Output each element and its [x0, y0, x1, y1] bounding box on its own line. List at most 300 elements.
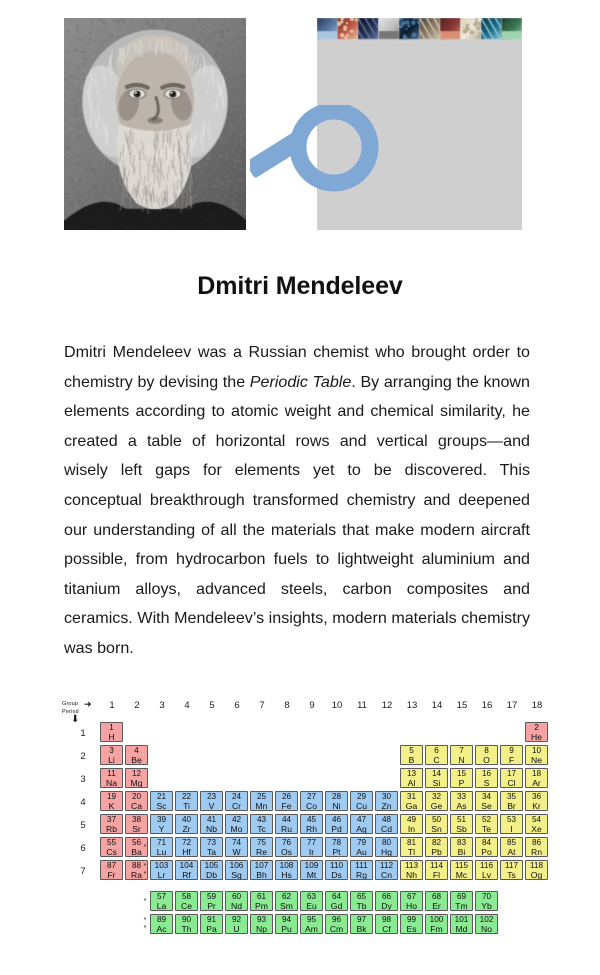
element-cell-Bi[interactable] [450, 837, 473, 857]
element-cell-Hf[interactable] [175, 837, 198, 857]
element-cell-Pr[interactable] [200, 891, 223, 911]
element-symbol: Am [305, 923, 318, 934]
atomic-number: 81 [406, 838, 417, 848]
atomic-number: 11 [107, 769, 116, 779]
element-symbol: Ho [406, 900, 417, 911]
element-cell-Np[interactable] [250, 914, 273, 934]
period-number-3: 3 [80, 774, 86, 785]
atomic-number: 58 [181, 892, 192, 902]
atomic-number: 63 [306, 892, 317, 902]
element-symbol: Ds [331, 869, 342, 880]
atomic-number: 36 [531, 792, 542, 802]
element-cell-Lr[interactable] [150, 860, 173, 880]
element-cell-Ag[interactable] [350, 814, 373, 834]
atomic-number: 74 [231, 838, 242, 848]
periodic-table [62, 700, 562, 968]
element-cell-Be[interactable] [125, 745, 148, 765]
element-symbol: Rf [182, 869, 191, 880]
atomic-number: 64 [331, 892, 342, 902]
element-cell-Th[interactable] [175, 914, 198, 934]
atomic-number: 87 [106, 861, 117, 871]
element-symbol: Yb [481, 900, 492, 911]
atomic-number: 82 [431, 838, 442, 848]
element-cell-Os[interactable] [275, 837, 298, 857]
element-cell-Ta[interactable] [200, 837, 223, 857]
element-symbol: U [233, 923, 240, 934]
element-cell-Pa[interactable] [200, 914, 223, 934]
atomic-number: 28 [331, 792, 342, 802]
element-cell-Cm[interactable] [325, 914, 348, 934]
element-symbol: B [408, 754, 415, 765]
element-symbol: Cr [231, 800, 242, 811]
element-symbol: Y [158, 823, 165, 834]
element-symbol: Ra [131, 869, 142, 880]
element-cell-He[interactable] [525, 722, 548, 742]
element-symbol: Cs [106, 846, 117, 857]
element-symbol: Re [256, 846, 267, 857]
atomic-number: 56 [131, 838, 142, 848]
atomic-number: 94 [281, 915, 292, 925]
atomic-number: 99 [406, 915, 417, 925]
element-symbol: Mn [255, 800, 268, 811]
group-number-18: 18 [531, 700, 543, 711]
atomic-number: 25 [256, 792, 267, 802]
element-cell-Xe[interactable] [525, 814, 548, 834]
element-symbol: Fr [107, 869, 116, 880]
element-cell-Tc[interactable] [250, 814, 273, 834]
atomic-number: 22 [181, 792, 192, 802]
element-symbol: Tm [455, 900, 468, 911]
period-number-6: 6 [80, 843, 86, 854]
atomic-number: 80 [381, 838, 392, 848]
atomic-number: 95 [306, 915, 317, 925]
element-symbol: Po [481, 846, 492, 857]
element-symbol: Ba [131, 846, 142, 857]
atomic-number: 31 [406, 792, 417, 802]
atomic-number: 16 [481, 769, 492, 779]
atomic-number: 57 [156, 892, 167, 902]
element-cell-K[interactable] [100, 791, 123, 811]
element-symbol: Al [407, 777, 416, 788]
element-symbol: K [108, 800, 115, 811]
element-symbol: Pu [281, 923, 292, 934]
element-cell-V[interactable] [200, 791, 223, 811]
element-symbol: Ca [131, 800, 142, 811]
element-symbol: Os [281, 846, 292, 857]
element-symbol: C [433, 754, 440, 765]
element-cell-B[interactable] [400, 745, 423, 765]
element-cell-N[interactable] [450, 745, 473, 765]
element-symbol: Tl [407, 846, 416, 857]
atomic-number: 50 [431, 815, 442, 825]
element-cell-Ti[interactable] [175, 791, 198, 811]
atomic-number: 76 [281, 838, 292, 848]
atomic-number: 85 [506, 838, 517, 848]
element-cell-Eu[interactable] [300, 891, 323, 911]
element-cell-Pu[interactable] [275, 914, 298, 934]
element-cell-Cd[interactable] [375, 814, 398, 834]
atomic-number: 70 [481, 892, 492, 902]
element-symbol: Dy [381, 900, 392, 911]
element-symbol: V [208, 800, 215, 811]
group-number-5: 5 [209, 700, 215, 711]
page-title: Dmitri Mendeleev [197, 272, 403, 300]
element-symbol: Es [406, 923, 417, 934]
element-cell-Rn[interactable] [525, 837, 548, 857]
element-cell-Tl[interactable] [400, 837, 423, 857]
element-cell-Br[interactable] [500, 791, 523, 811]
element-cell-Te[interactable] [475, 814, 498, 834]
element-symbol: Er [432, 900, 441, 911]
element-symbol: Cf [382, 923, 391, 934]
atomic-number: 24 [231, 792, 242, 802]
element-cell-Fl[interactable] [425, 860, 448, 880]
element-cell-Mg[interactable] [125, 768, 148, 788]
atomic-number: 34 [481, 792, 492, 802]
group-arrow-icon: ➜ [84, 699, 92, 709]
atomic-number: 98 [381, 915, 392, 925]
atomic-number: 77 [306, 838, 317, 848]
element-cell-Cf[interactable] [375, 914, 398, 934]
element-cell-P[interactable] [450, 768, 473, 788]
element-cell-Mn[interactable] [250, 791, 273, 811]
element-symbol: La [156, 900, 167, 911]
element-symbol: N [458, 754, 465, 765]
element-cell-Dy[interactable] [375, 891, 398, 911]
element-cell-Tb[interactable] [350, 891, 373, 911]
element-cell-Mo[interactable] [225, 814, 248, 834]
element-cell-Ac[interactable] [150, 914, 173, 934]
element-cell-Al[interactable] [400, 768, 423, 788]
element-symbol: Ru [281, 823, 292, 834]
atomic-number: 46 [331, 815, 342, 825]
element-cell-Rg[interactable] [350, 860, 373, 880]
element-cell-Ru[interactable] [275, 814, 298, 834]
element-symbol: Bk [356, 923, 367, 934]
element-cell-Es[interactable] [400, 914, 423, 934]
atomic-number: 27 [306, 792, 317, 802]
element-symbol: Li [108, 754, 115, 765]
element-cell-Re[interactable] [250, 837, 273, 857]
element-cell-Li[interactable] [100, 745, 123, 765]
article-text-run-2: . By arranging the known elements according to atomic weight and chemical similarity, he created a table of horizontal rows and vertical groups—and wisely left gaps for elements yet to be discovered. This conceptual breakthrough transformed chemistry and deepened our understanding of all the materials that make modern aircraft possible, from hydrocarbon fuels to lightweight aluminium and titanium alloys, advanced steels, carbon composites and ceramics. With Mendeleev’s insights, modern materials chemistry was born. [64, 372, 530, 657]
element-cell-Db[interactable] [200, 860, 223, 880]
element-cell-H[interactable] [100, 722, 123, 742]
element-symbol: Db [206, 869, 217, 880]
element-symbol: Ti [183, 800, 190, 811]
actinide-marker-period7-b: * [143, 871, 147, 878]
actinide-row-marker-a: * [143, 917, 147, 924]
element-symbol: Nh [406, 869, 417, 880]
element-cell-Cu[interactable] [350, 791, 373, 811]
element-symbol: Mo [230, 823, 243, 834]
element-cell-Og[interactable] [525, 860, 548, 880]
element-symbol: Pa [206, 923, 217, 934]
atomic-number: 12 [131, 769, 142, 779]
element-cell-Ca[interactable] [125, 791, 148, 811]
atomic-number: 4 [134, 746, 139, 756]
element-symbol: Th [181, 923, 192, 934]
element-cell-Lv[interactable] [475, 860, 498, 880]
period-number-1: 1 [80, 728, 86, 739]
element-symbol: Na [106, 777, 117, 788]
atomic-number: 45 [306, 815, 317, 825]
element-symbol: Mc [455, 869, 468, 880]
atomic-number: 49 [406, 815, 417, 825]
element-cell-Sm[interactable] [275, 891, 298, 911]
element-cell-Nd[interactable] [225, 891, 248, 911]
element-cell-Hg[interactable] [375, 837, 398, 857]
period-number-7: 7 [80, 866, 86, 877]
element-cell-Mt[interactable] [300, 860, 323, 880]
atomic-number: 107 [254, 861, 269, 871]
group-number-10: 10 [331, 700, 343, 711]
atomic-number: 48 [381, 815, 392, 825]
atomic-number: 118 [529, 861, 544, 871]
element-symbol: Md [455, 923, 468, 934]
atomic-number: 90 [181, 915, 192, 925]
lanthanide-marker-period6: * [143, 844, 147, 851]
element-cell-As[interactable] [450, 791, 473, 811]
atomic-number: 84 [481, 838, 492, 848]
element-cell-In[interactable] [400, 814, 423, 834]
element-cell-Cs[interactable] [100, 837, 123, 857]
element-symbol: Ce [181, 900, 192, 911]
element-cell-Cn[interactable] [375, 860, 398, 880]
element-cell-Bk[interactable] [350, 914, 373, 934]
element-cell-Si[interactable] [425, 768, 448, 788]
atomic-number: 19 [106, 792, 117, 802]
element-symbol: Nb [206, 823, 217, 834]
atomic-number: 60 [231, 892, 242, 902]
element-cell-Nh[interactable] [400, 860, 423, 880]
element-symbol: S [483, 777, 490, 788]
atomic-number: 115 [454, 861, 469, 871]
element-cell-O[interactable] [475, 745, 498, 765]
element-symbol: Sm [280, 900, 293, 911]
group-number-1: 1 [109, 700, 115, 711]
element-cell-La[interactable] [150, 891, 173, 911]
element-symbol: Ir [308, 846, 315, 857]
element-cell-Ts[interactable] [500, 860, 523, 880]
element-cell-Md[interactable] [450, 914, 473, 934]
element-cell-Ho[interactable] [400, 891, 423, 911]
atomic-number: 108 [279, 861, 294, 871]
element-cell-Sr[interactable] [125, 814, 148, 834]
element-symbol: Br [507, 800, 516, 811]
element-symbol: Pr [207, 900, 216, 911]
element-symbol: Rb [106, 823, 117, 834]
element-symbol: Ne [531, 754, 542, 765]
atomic-number: 8 [484, 746, 489, 756]
atomic-number: 9 [509, 746, 514, 756]
element-cell-Y[interactable] [150, 814, 173, 834]
element-cell-No[interactable] [475, 914, 498, 934]
element-cell-Pm[interactable] [250, 891, 273, 911]
element-symbol: Si [432, 777, 441, 788]
article-emphasis: Periodic Table [249, 372, 352, 391]
element-cell-Ir[interactable] [300, 837, 323, 857]
atomic-number: 73 [206, 838, 217, 848]
atomic-number: 101 [454, 915, 469, 925]
element-symbol: Rh [306, 823, 317, 834]
atomic-number: 92 [231, 915, 242, 925]
element-symbol: Lr [157, 869, 166, 880]
element-cell-Yb[interactable] [475, 891, 498, 911]
element-symbol: Sb [456, 823, 467, 834]
element-cell-Au[interactable] [350, 837, 373, 857]
atomic-number: 114 [429, 861, 444, 871]
atomic-number: 55 [106, 838, 117, 848]
portrait-photo [64, 18, 246, 230]
element-cell-Bh[interactable] [250, 860, 273, 880]
element-symbol: Nd [231, 900, 242, 911]
element-cell-I[interactable] [500, 814, 523, 834]
group-number-15: 15 [456, 700, 468, 711]
atomic-number: 72 [181, 838, 192, 848]
element-cell-Fr[interactable] [100, 860, 123, 880]
element-cell-Fe[interactable] [275, 791, 298, 811]
mosaic-thumbnail-grid [317, 18, 522, 230]
element-cell-Sc[interactable] [150, 791, 173, 811]
element-cell-Rf[interactable] [175, 860, 198, 880]
element-symbol: In [407, 823, 416, 834]
element-symbol: Rg [356, 869, 367, 880]
element-cell-Sn[interactable] [425, 814, 448, 834]
atomic-number: 66 [381, 892, 392, 902]
element-cell-Sg[interactable] [225, 860, 248, 880]
element-cell-Zr[interactable] [175, 814, 198, 834]
element-cell-Se[interactable] [475, 791, 498, 811]
element-cell-Pb[interactable] [425, 837, 448, 857]
atomic-number: 26 [281, 792, 292, 802]
atomic-number: 100 [429, 915, 444, 925]
element-symbol: Hg [381, 846, 392, 857]
group-number-4: 4 [184, 700, 190, 711]
atomic-number: 89 [156, 915, 167, 925]
atomic-number: 102 [479, 915, 494, 925]
element-cell-Ce[interactable] [175, 891, 198, 911]
element-cell-Zn[interactable] [375, 791, 398, 811]
atomic-number: 7 [459, 746, 464, 756]
element-cell-At[interactable] [500, 837, 523, 857]
group-number-12: 12 [381, 700, 393, 711]
element-cell-F[interactable] [500, 745, 523, 765]
element-symbol: Ac [156, 923, 167, 934]
atomic-number: 79 [356, 838, 367, 848]
atomic-number: 96 [331, 915, 342, 925]
element-cell-Tm[interactable] [450, 891, 473, 911]
element-symbol: Zn [381, 800, 392, 811]
element-cell-S[interactable] [475, 768, 498, 788]
element-symbol: Pt [332, 846, 341, 857]
atomic-number: 5 [409, 746, 414, 756]
atomic-number: 51 [456, 815, 467, 825]
element-cell-Er[interactable] [425, 891, 448, 911]
atomic-number: 113 [404, 861, 419, 871]
element-symbol: Lv [481, 869, 492, 880]
element-cell-Cr[interactable] [225, 791, 248, 811]
atomic-number: 69 [456, 892, 467, 902]
element-cell-Mc[interactable] [450, 860, 473, 880]
atomic-number: 29 [356, 792, 367, 802]
element-symbol: Fl [432, 869, 441, 880]
atomic-number: 17 [506, 769, 517, 779]
element-symbol: Au [356, 846, 367, 857]
element-cell-Hs[interactable] [275, 860, 298, 880]
element-cell-W[interactable] [225, 837, 248, 857]
element-symbol: Sc [156, 800, 167, 811]
element-cell-Co[interactable] [300, 791, 323, 811]
element-symbol: Sg [231, 869, 242, 880]
element-cell-Fm[interactable] [425, 914, 448, 934]
element-symbol: Tc [257, 823, 266, 834]
image-mosaic [317, 18, 522, 230]
element-cell-Rb[interactable] [100, 814, 123, 834]
atomic-number: 10 [531, 746, 542, 756]
element-cell-Ni[interactable] [325, 791, 348, 811]
atomic-number: 105 [204, 861, 219, 871]
atomic-number: 38 [131, 815, 142, 825]
element-cell-Nb[interactable] [200, 814, 223, 834]
atomic-number: 13 [406, 769, 417, 779]
element-cell-Lu[interactable] [150, 837, 173, 857]
element-cell-Na[interactable] [100, 768, 123, 788]
atomic-number: 42 [231, 815, 242, 825]
element-symbol: Lu [156, 846, 167, 857]
element-cell-Ne[interactable] [525, 745, 548, 765]
article-paragraph [64, 338, 530, 664]
mendeleev-portrait [64, 18, 246, 230]
atomic-number: 62 [281, 892, 292, 902]
group-number-16: 16 [481, 700, 493, 711]
element-cell-Ge[interactable] [425, 791, 448, 811]
group-number-11: 11 [357, 700, 367, 711]
element-cell-Gd[interactable] [325, 891, 348, 911]
element-cell-Kr[interactable] [525, 791, 548, 811]
atomic-number: 109 [304, 861, 319, 871]
element-cell-C[interactable] [425, 745, 448, 765]
group-axis-label: Group [62, 701, 79, 707]
element-cell-Am[interactable] [300, 914, 323, 934]
element-symbol: Sn [431, 823, 442, 834]
element-symbol: Se [481, 800, 492, 811]
atomic-number: 41 [206, 815, 217, 825]
element-cell-Ar[interactable] [525, 768, 548, 788]
element-cell-Sb[interactable] [450, 814, 473, 834]
atomic-number: 75 [256, 838, 267, 848]
group-number-2: 2 [134, 700, 140, 711]
atomic-number: 35 [506, 792, 517, 802]
element-symbol: Kr [532, 800, 541, 811]
element-cell-Cl[interactable] [500, 768, 523, 788]
element-cell-Rh[interactable] [300, 814, 323, 834]
element-cell-Pd[interactable] [325, 814, 348, 834]
element-symbol: At [507, 846, 516, 857]
element-cell-Ds[interactable] [325, 860, 348, 880]
atomic-number: 78 [331, 838, 342, 848]
atomic-number: 61 [256, 892, 267, 902]
atomic-number: 54 [531, 815, 542, 825]
atomic-number: 21 [156, 792, 167, 802]
lanthanide-row-marker: * [143, 898, 147, 905]
element-symbol: Ta [206, 846, 217, 857]
element-cell-Po[interactable] [475, 837, 498, 857]
element-cell-Pt[interactable] [325, 837, 348, 857]
element-cell-Ga[interactable] [400, 791, 423, 811]
element-cell-U[interactable] [225, 914, 248, 934]
atomic-number: 18 [531, 769, 542, 779]
